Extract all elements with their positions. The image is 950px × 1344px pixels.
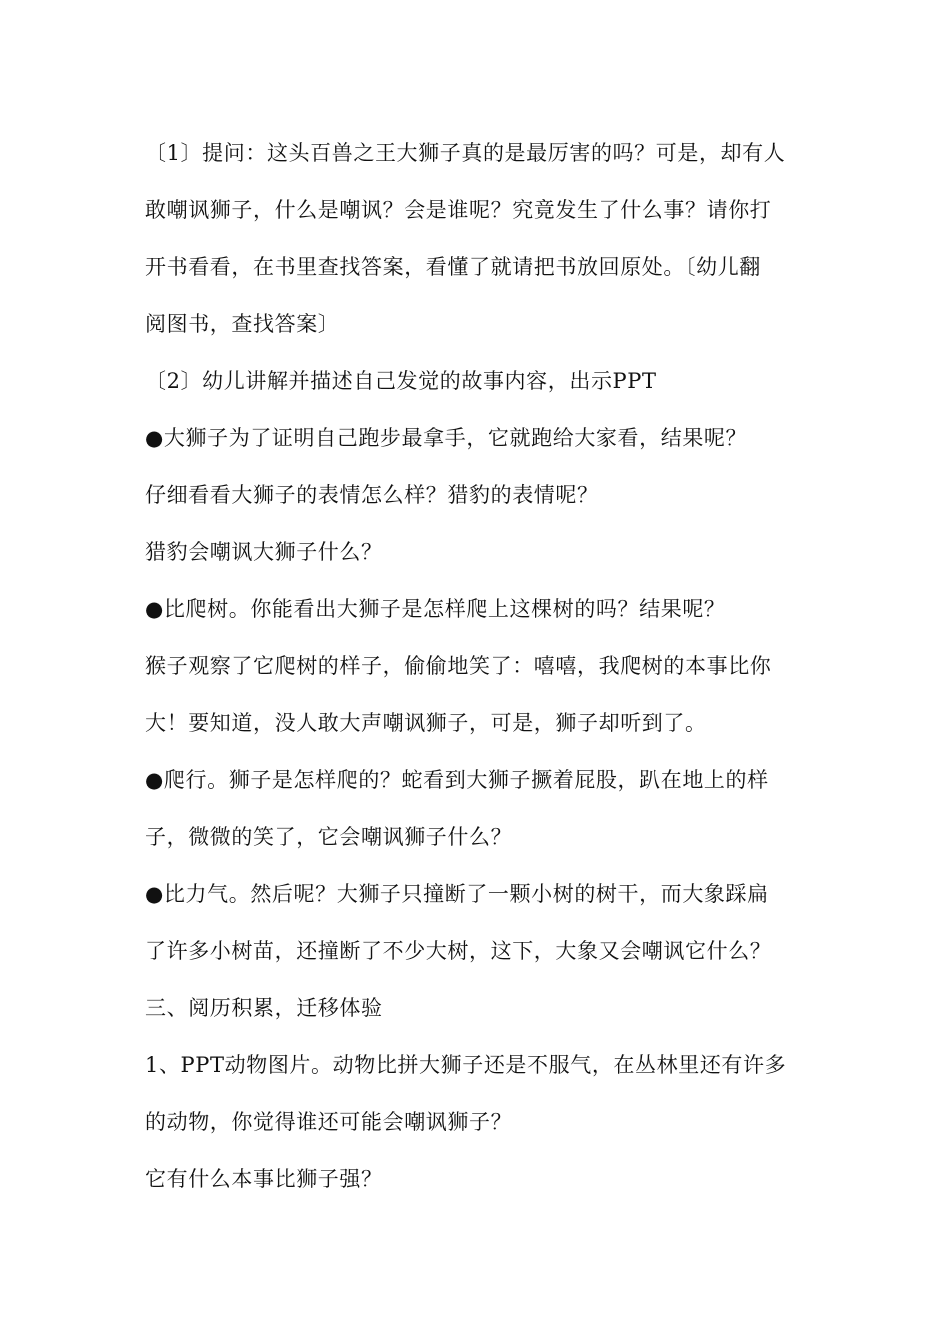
text-line: ●比爬树。你能看出大狮子是怎样爬上这棵树的吗？结果呢？ <box>145 597 726 621</box>
text-line: 它有什么本事比狮子强？ <box>145 1167 383 1191</box>
text-line: 1、PPT动物图片。动物比拼大狮子还是不服气，在丛林里还有许多 <box>145 1053 787 1077</box>
section-heading: 三、阅历积累，迁移体验 <box>145 996 383 1020</box>
text-line: 阅图书，查找答案〕 <box>145 312 340 336</box>
text-line: 猎豹会嘲讽大狮子什么？ <box>145 540 383 564</box>
text-line: 〔2〕幼儿讲解并描述自己发觉的故事内容，出示PPT <box>145 369 657 393</box>
text-line: 〔1〕提问：这头百兽之王大狮子真的是最厉害的吗？可是，却有人 <box>145 141 786 165</box>
text-line: 子，微微的笑了，它会嘲讽狮子什么？ <box>145 825 513 849</box>
text-line: 猴子观察了它爬树的样子，偷偷地笑了：嘻嘻，我爬树的本事比你 <box>145 654 772 678</box>
text-line: 的动物，你觉得谁还可能会嘲讽狮子？ <box>145 1110 513 1134</box>
text-line: ●比力气。然后呢？大狮子只撞断了一颗小树的树干，而大象踩扁 <box>145 882 769 906</box>
text-line: 开书看看，在书里查找答案，看懂了就请把书放回原处。〔幼儿翻 <box>145 255 761 279</box>
text-line: ●大狮子为了证明自己跑步最拿手，它就跑给大家看，结果呢？ <box>145 426 748 450</box>
text-line: 大！要知道，没人敢大声嘲讽狮子，可是，狮子却听到了。 <box>145 711 707 735</box>
text-line: 仔细看看大狮子的表情怎么样？猎豹的表情呢？ <box>145 483 599 507</box>
text-line: 敢嘲讽狮子，什么是嘲讽？会是谁呢？究竟发生了什么事？请你打 <box>145 198 772 222</box>
text-line: ●爬行。狮子是怎样爬的？蛇看到大狮子撅着屁股，趴在地上的样 <box>145 768 769 792</box>
text-line: 了许多小树苗，还撞断了不少大树，这下，大象又会嘲讽它什么？ <box>145 939 772 963</box>
